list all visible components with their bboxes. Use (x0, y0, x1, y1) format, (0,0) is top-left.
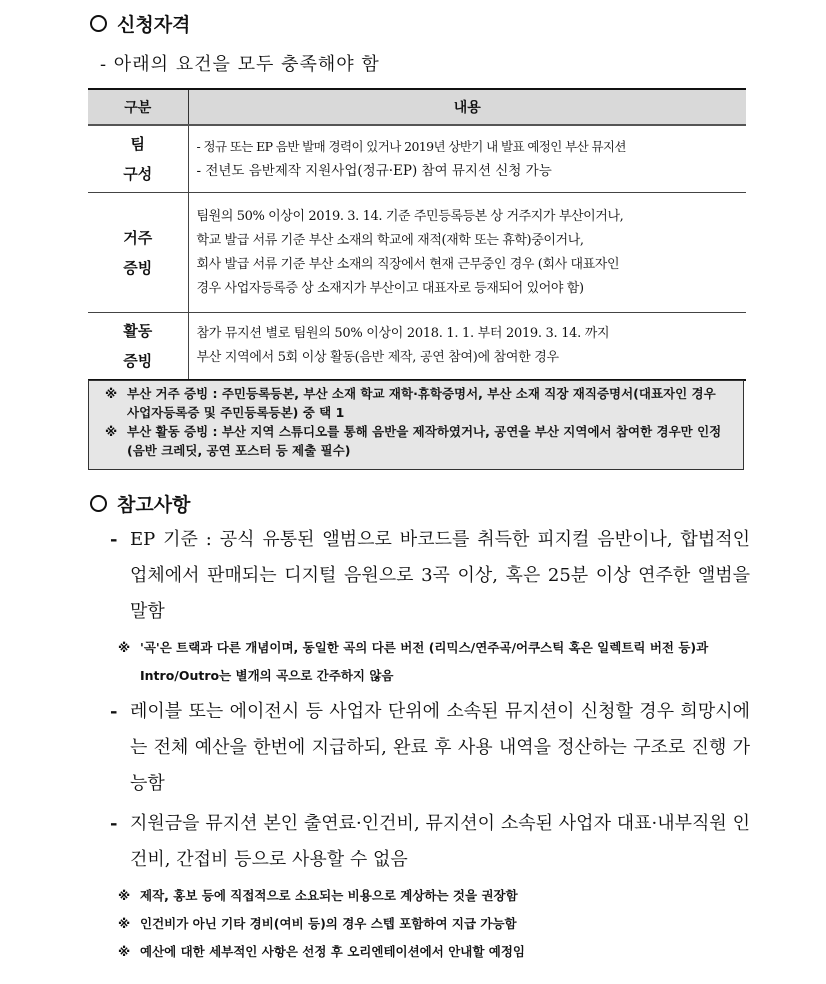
header-content: 내용 (188, 89, 746, 125)
reference-mark: ※ (118, 888, 131, 903)
budget-notes (118, 882, 750, 966)
reference-mark: ※ (118, 916, 131, 931)
dash-marker: - (110, 529, 118, 550)
content-line: 참가 뮤지션 별로 팀원의 50% 이상이 2018. 1. 1. 부터 2019. 3. 14. 까지 (196, 326, 610, 341)
circle-bullet-icon (90, 495, 107, 512)
bullet-item (110, 806, 750, 878)
content-line: 팀원의 50% 이상이 2019. 3. 14. 기준 주민등록등본 상 거주지가 부산이거나, (196, 208, 624, 224)
category-line: 증빙 (123, 352, 153, 370)
row-category (88, 125, 188, 193)
circle-bullet-icon (90, 15, 107, 32)
reference-mark: ※ (118, 944, 131, 959)
row-content (188, 193, 746, 313)
note-item (118, 882, 750, 910)
table-row (88, 125, 746, 193)
bullet-text: 레이블 또는 에이전시 등 사업자 단위에 소속된 뮤지션이 신청할 경우 희망시에는 전체 예산을 한번에 지급하되, 완료 후 사용 내역을 정산하는 구조로 진행 가능함 (130, 701, 750, 794)
bullet-text: 지원금을 뮤지션 본인 출연료·인건비, 뮤지션이 소속된 사업자 대표·내부직원 인건비, 간접비 등으로 사용할 수 없음 (130, 813, 750, 870)
reference-mark: ※ (105, 424, 118, 439)
note-text: 부산 활동 증빙 : 부산 지역 스튜디오를 통해 음반을 제작하였거나, 공연을 부산 지역에서 참여한 경우만 인정 (음반 크레딧, 공연 포스터 등 제출 필수) (127, 424, 722, 458)
content-line: 경우 사업자등록증 상 소재지가 부산이고 대표자로 등재되어 있어야 함) (196, 280, 584, 296)
bullet-text: EP 기준 : 공식 유통된 앨범으로 바코드를 취득한 피지컬 음반이나, 합법적인 업체에서 판매되는 디지털 음원으로 3곡 이상, 혹은 25분 이상 연주한 앨범을 말함 (130, 529, 750, 622)
header-category: 구분 (88, 89, 188, 125)
content-line: 부산 지역에서 5회 이상 활동(음반 제작, 공연 참여)에 참여한 경우 (196, 350, 559, 365)
note-text: 부산 거주 증빙 : 주민등록등본, 부산 소재 학교 재학·휴학증명서, 부산 소재 직장 재직증명서(대표자인 경우 사업자등록증 및 주민등록등본) 중 택 1 (127, 386, 716, 420)
note-item (118, 910, 750, 938)
content-line: 회사 발급 서류 기준 부산 소재의 직장에서 현재 근무중인 경우 (회사 대표자인 (196, 256, 620, 272)
row-content (188, 313, 746, 381)
reference-mark: ※ (105, 386, 118, 401)
section-heading-eligibility (90, 10, 190, 37)
note-item (89, 384, 743, 422)
table-row (88, 193, 746, 313)
dash-marker: - (110, 813, 118, 834)
section-title: 참고사항 (117, 494, 191, 516)
table-header-row (88, 89, 746, 125)
track-definition-note (118, 634, 750, 690)
content-line: 학교 발급 서류 기준 부산 소재의 학교에 재적(재학 또는 휴학)중이거나, (196, 232, 584, 248)
note-text: 인건비가 아닌 기타 경비(여비 등)의 경우 스텝 포함하여 지급 가능함 (140, 916, 517, 931)
row-category (88, 313, 188, 381)
category-line: 팀 (130, 135, 145, 153)
reference-mark: ※ (118, 640, 131, 655)
proof-notes-box (88, 380, 744, 470)
note-text: 제작, 홍보 등에 직접적으로 소요되는 비용으로 계상하는 것을 권장함 (140, 888, 518, 903)
note-item (89, 422, 743, 460)
content-line: - 전년도 음반제작 지원사업(정규·EP) 참여 뮤지션 신청 가능 (196, 163, 552, 179)
content-line: - 정규 또는 EP 음반 발매 경력이 있거나 2019년 상반기 내 발표 예정인 부산 뮤지션 (196, 139, 626, 154)
eligibility-table (88, 88, 746, 381)
bullet-item (110, 522, 750, 630)
note-text: 예산에 대한 세부적인 사항은 선정 후 오리엔테이션에서 안내할 예정임 (140, 944, 525, 959)
row-content (188, 125, 746, 193)
category-line: 증빙 (123, 258, 153, 277)
dash-marker: - (110, 701, 118, 722)
bullet-item (110, 694, 750, 802)
category-line: 활동 (123, 322, 153, 340)
section-heading-reference (90, 490, 190, 517)
table-row (88, 313, 746, 381)
category-line: 구성 (123, 165, 153, 183)
note-text: '곡'은 트랙과 다른 개념이며, 동일한 곡의 다른 버전 (리믹스/연주곡/어쿠스틱 혹은 일렉트릭 버전 등)과 Intro/Outro는 별개의 곡으로 간주하지 않음 (140, 640, 709, 683)
category-line: 거주 (123, 228, 153, 247)
section-subtitle: - 아래의 요건을 모두 충족해야 함 (100, 54, 380, 75)
row-category (88, 193, 188, 313)
note-item (118, 938, 750, 966)
section-title: 신청자격 (117, 14, 191, 36)
